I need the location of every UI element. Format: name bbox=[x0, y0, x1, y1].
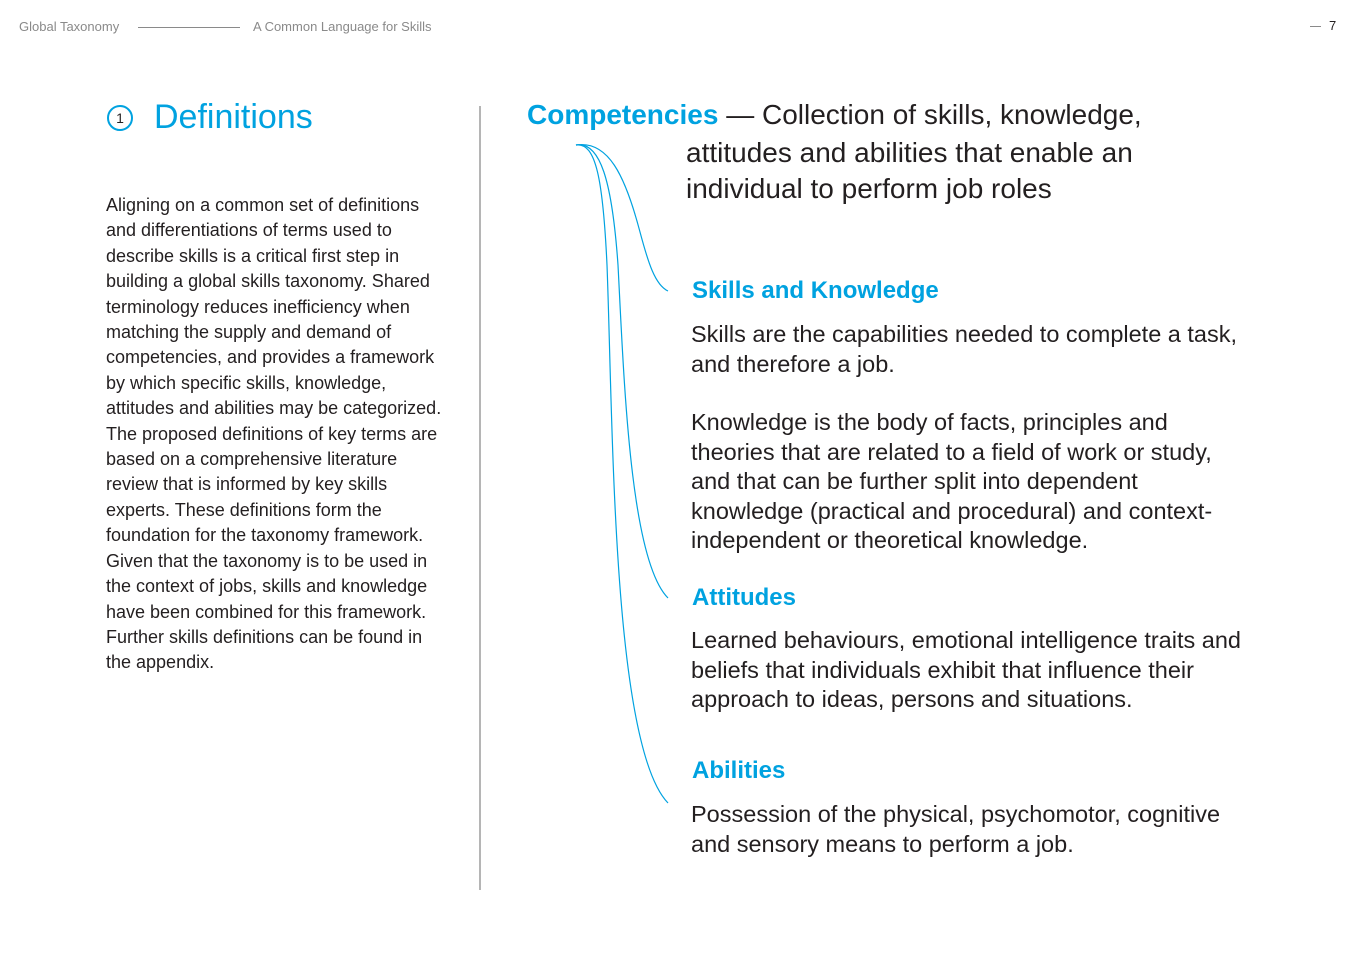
running-header-title: Global Taxonomy bbox=[19, 19, 120, 34]
running-header-subtitle: A Common Language for Skills bbox=[253, 19, 432, 34]
em-dash: — bbox=[726, 99, 755, 130]
abilities-heading: Abilities bbox=[692, 757, 786, 784]
connector-skills-knowledge bbox=[576, 145, 668, 291]
page-number-dash bbox=[1310, 26, 1321, 27]
competencies-definition-first-line: Collection of skills, knowledge, bbox=[761, 99, 1142, 130]
competencies-term: Competencies bbox=[527, 99, 719, 130]
attitudes-definition: Learned behaviours, emotional intelligence traits and beliefs that individuals exhibit that influence their approach to ideas, persons and situations. bbox=[691, 627, 1241, 712]
competencies-definition-rest: attitudes and abilities that enable an individual to perform job roles bbox=[686, 137, 1133, 204]
connector-group bbox=[576, 145, 668, 803]
intro-paragraph: Aligning on a common set of definitions and differentiations of terms used to describe skills is a critical first step in building a global skills taxonomy. Shared terminology reduces inefficiency when matching the supply and demand of competencies, and provides a framework by which specific skills, knowledge, attitudes and abilities may be categorized. The proposed definitions of key terms are based on a comprehensive literature review that is informed by key skills experts. These definitions form the foundation for the taxonomy framework. Given that the taxonomy is to be used in the context of jobs, skills and knowledge have been combined for this framework. Further skills definitions can be found in the appendix. bbox=[106, 195, 442, 673]
connector-attitudes bbox=[576, 145, 668, 598]
page-number: 7 bbox=[1329, 18, 1337, 33]
skills-knowledge-heading: Skills and Knowledge bbox=[692, 277, 939, 304]
bracket-connector-lines bbox=[0, 0, 700, 820]
attitudes-heading: Attitudes bbox=[692, 584, 796, 611]
abilities-definition: Possession of the physical, psychomotor, cognitive and sensory means to perform a job. bbox=[691, 801, 1221, 857]
section-title: Definitions bbox=[154, 98, 313, 136]
knowledge-definition: Knowledge is the body of facts, principles and theories that are related to a field of work or study, and that can be further split into dependent knowledge (practical and procedural) and context-independent or theoretical knowledge. bbox=[691, 409, 1213, 553]
skills-definition: Skills are the capabilities needed to complete a task, and therefore a job. bbox=[691, 321, 1238, 377]
connector-abilities bbox=[576, 145, 668, 803]
section-number-badge: 1 bbox=[107, 105, 133, 131]
